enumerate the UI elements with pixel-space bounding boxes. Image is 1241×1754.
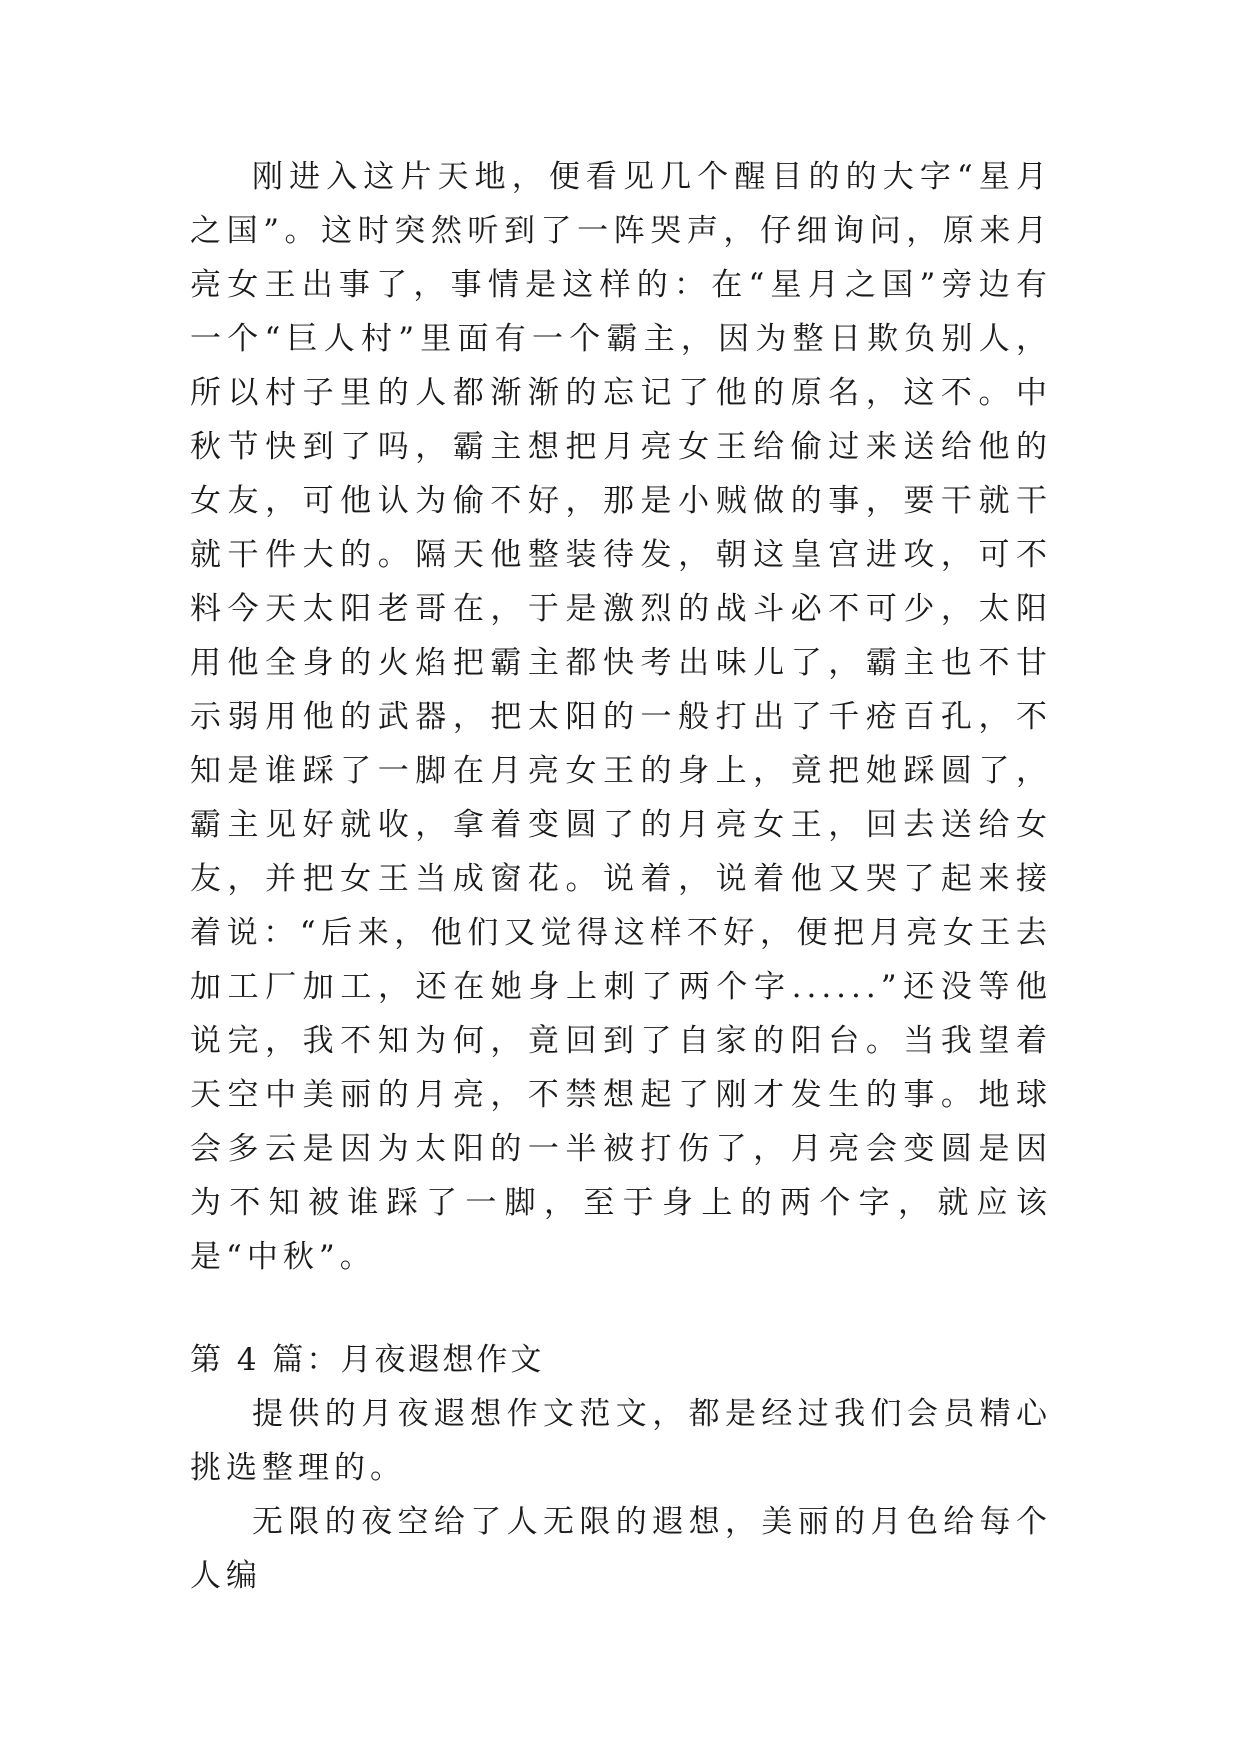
opening-paragraph: 无限的夜空给了人无限的遐想，美丽的月色给每个人编 (190, 1504, 1052, 1594)
section-heading: 第 4 篇：月夜遐想作文 (190, 1342, 545, 1378)
document-page (190, 150, 1052, 1603)
story-paragraph: 刚进入这片天地，便看见几个醒目的的大字“星月之国”。这时突然听到了一阵哭声，仔细询问，原来月亮女王出事了，事情是这样的：在“星月之国”旁边有一个“巨人村”里面有一个霸主，因为整日欺负别人，所以村子里的人都渐渐的忘记了他的原名，这不。中秋节快到了吗，霸主想把月亮女王给偷过来送给他的女友，可他认为偷不好，那是小贼做的事，要干就干就干件大的。隔天他整装待发，朝这皇宫进攻，可不料今天太阳老哥在，于是激烈的战斗必不可少，太阳用他全身的火焰把霸主都快考出味儿了，霸主也不甘示弱用他的武器，把太阳的一般打出了千疮百孔，不知是谁踩了一脚在月亮女王的身上，竟把她踩圆了，霸主见好就收，拿着变圆了的月亮女王，回去送给女友，并把女王当成窗花。说着，说着他又哭了起来接着说：“后来，他们又觉得这样不好，便把月亮女王去加工厂加工，还在她身上刺了两个字......”还没等他说完，我不知为何，竟回到了自家的阳台。当我望着天空中美丽的月亮，不禁想起了刚才发生的事。地球会多云是因为太阳的一半被打伤了，月亮会变圆是因为不知被谁踩了一脚，至于身上的两个字，就应该是“中秋”。 (190, 159, 1052, 1275)
intro-paragraph: 提供的月夜遐想作文范文，都是经过我们会员精心挑选整理的。 (190, 1396, 1052, 1486)
